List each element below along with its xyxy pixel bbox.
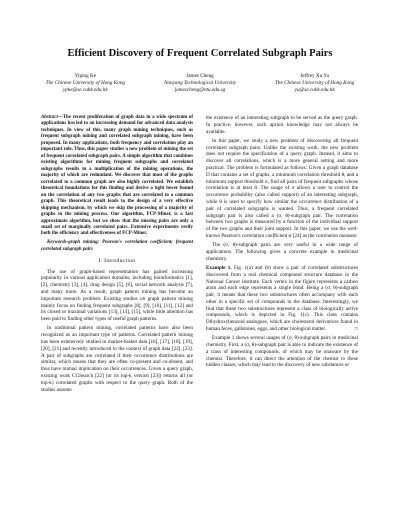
section-heading: I. Introduction [98,258,136,265]
author-name: Jeffrey Xu Yu [300,73,330,79]
left-column [41,115,193,396]
abstract-text: —The recent proliferation of graph data in a wide spectrum of applications has led to an increasing demand for advanced data analysis techniques. In view of this, many graph mining techniques, such as frequent subgraph mining and correlated subgraph mining, have been proposed. In many applications, both frequency and correlation play an important role. Thus, this paper studies a new problem of mining the set of frequent correlated subgraph pairs. A simple algorithm that combines existing algorithms for mining frequent subgraphs and correlated subgraphs results in a multiplication of the mining operations, the majority of which are redundant. We discover that most of the graphs correlated to a common graph are also highly correlated. We establish theoretical foundations for this finding and derive a tight lower bound on the correlation of any two graphs that are correlated to a common graph. This theoretical result leads to the design of a very effective skipping mechanism, by which we skip the processing of a majority of graphs in the mining process. Our algorithm, FCP-Miner, is a fast approximate algorithm, but we show that the missing pairs are only a small set of marginally correlated pairs. Extensive experiments verify both the efficiency and effectiveness of FCP-Miner. [41,115,193,237]
paragraph: In traditional pattern mining, correlated patterns have also been recognized as an important type of patterns. Correlated pattern mining has been extensively studied in market-basket data [16], [17], [18], [19], [20], [21] and recently introduced to the context of graph data [22], [23]. A pair of subgraphs are correlated if their occurrence distributions are similar, which means that they are often co-present and co-absent, and thus have mutual implication on their occurrences. Given a query graph, existing work CGSearch [22] (or its top-k version [23]) returns all (or top-k) correlated graphs with respect to the query graph. Both of the studies assume [41,325,193,393]
author-email: ypke@se.cuhk.edu.hk [63,87,108,94]
author-name: Yiping Ke [74,73,97,79]
author-email: jamescheng@ntu.edu.sg [174,87,226,94]
author-3 [257,73,372,94]
author-affiliation: Nanyang Technological University [163,80,237,87]
example-paragraph [206,265,358,333]
keywords: Keywords-graph mining; Pearson's correlation coefficient; frequent correlated subgraph pairs [41,240,193,252]
right-column [206,115,358,372]
author-block [28,73,372,94]
paragraph: The use of graph-based representation has gained increasing popularity in various application domains, including bioinformatics [1], [2], chemistry [3], [4], drug design [5], [6], social network analysis [7], and many more. As a result, graph pattern mining has become an important research problem. Existing studies on graph pattern mining mainly focus on finding frequent subgraphs [8], [9], [10], [11], [12] and its closed or maximal variations [13], [14], [15], while little attention has been paid to finding other types of useful graph patterns. [41,268,193,323]
author-1 [28,73,143,94]
abstract-label: Abstract [41,115,58,120]
paragraph: the existence of an interesting subgraph to be served as the query graph. In practice, however, such apriori knowledge may not always be available. [206,115,358,135]
paragraph: In this paper, we study a new problem of discovering all frequent correlated subgraph pairs. Unlike the existing work, the new problem does not require the specification of a query graph. Instead, it aims to discover all correlations, which is a more general setting and more practical. The problem is formulated as follows: Given a graph database D that contains a set of graphs, a minimum correlation threshold θ, and a minimum support threshold σ, find all pairs of frequent subgraphs whose correlation is at least θ. The usage of σ allows a user to control the occurrence probability (also called support) of an interesting subgraph, while θ is used to specify how similar the occurrence distribution of a pair of correlated subgraphs is wanted. Thus, a frequent correlated subgraph pair is also called a (σ, θ)-subgraph pair. The correlation between two graphs is measured by a function of the individual support of the two graphs and their joint support. In this paper, we use the well-known Pearson's correlation coefficient φ [24] as the correlation measure. [206,137,358,239]
author-2 [143,73,258,94]
author-affiliation: The Chinese University of Hong Kong [45,80,126,87]
paragraph: The (σ, θ)-subgraph pairs are very useful in a wide range of applications. The following gives a concrete example in medicinal chemistry. [206,242,358,262]
example-label: Example 1. [206,264,232,271]
abstract [41,115,193,238]
example-text: Fig. 1(a) and (b) show a pair of correlated substructures discovered from a real chemical compound structure database in the National Cancer Institute. Each vertex in the figure represents a carbon atom and each edge represents a single bond. Being a (σ, θ)-subgraph pair, it means that these two substructures often accompany with each other in a specific set of compounds in the database. Interestingly, we find that these two substructures represent a class of biologically active compounds, which is depicted in Fig. 1(c). This class contains Dihydroxybenzoid analogues, which are cholesterol derivatives found in human feces, gallstones, eggs, and other biological matter. [206,264,358,333]
qed-symbol: □ [354,326,358,333]
author-email: yu@se.cuhk.edu.hk [294,87,335,94]
author-name: James Cheng [186,73,214,79]
paragraph: Example 1 shows several usages of (σ, θ)-subgraph pairs in medicinal chemistry. First, a (σ, θ)-subgraph pair is able to indicate the existence of a class of interesting compounds, of which may be unaware by the chemist. Therefore, it can direct the attention of the chemist to these hidden classes, which may lead to the discovery of new substances or [206,335,358,369]
author-affiliation: The Chinese University of Hong Kong [274,80,355,87]
paper-title: Efficient Discovery of Frequent Correlated Subgraph Pairs [67,48,333,59]
